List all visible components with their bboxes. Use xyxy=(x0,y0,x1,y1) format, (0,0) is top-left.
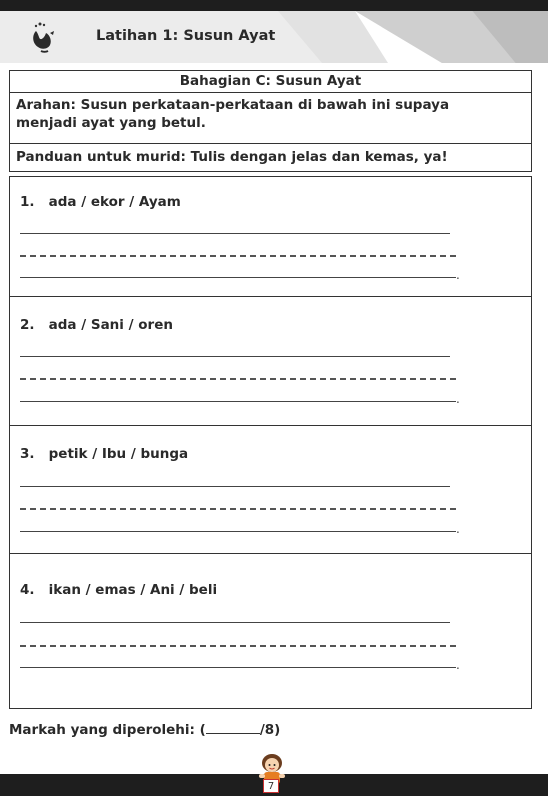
question-words: ada / ekor / Ayam xyxy=(48,194,181,210)
period-mark: . xyxy=(456,522,460,536)
section-title: Bahagian C: Susun Ayat xyxy=(10,71,531,93)
instruction-text xyxy=(10,93,531,144)
instruction-line: menjadi ayat yang betul. xyxy=(16,115,206,131)
question-number: 4. xyxy=(20,582,35,598)
page-header xyxy=(0,11,548,63)
guide-line xyxy=(20,378,456,380)
question-prompt xyxy=(20,317,173,333)
period-mark: . xyxy=(456,658,460,672)
question-words: ada / Sani / oren xyxy=(48,317,173,333)
questions-box xyxy=(9,176,532,709)
answer-line[interactable] xyxy=(20,667,456,668)
score-blank[interactable] xyxy=(206,722,260,734)
period-mark: . xyxy=(456,392,460,406)
guide-line xyxy=(20,508,456,510)
period-mark: . xyxy=(456,268,460,282)
score-line xyxy=(9,722,280,738)
answer-line[interactable] xyxy=(20,356,450,357)
student-guide: Panduan untuk murid: Tulis dengan jelas dan kemas, ya! xyxy=(16,149,448,165)
answer-line[interactable] xyxy=(20,401,456,402)
answer-line[interactable] xyxy=(20,622,450,623)
question-prompt xyxy=(20,446,188,462)
question-prompt xyxy=(20,194,181,210)
page-title: Latihan 1: Susun Ayat xyxy=(96,28,276,44)
question-number: 1. xyxy=(20,194,35,210)
answer-line[interactable] xyxy=(20,531,456,532)
question-section-3 xyxy=(10,426,531,554)
question-number: 2. xyxy=(20,317,35,333)
question-number: 3. xyxy=(20,446,35,462)
top-bar xyxy=(0,0,548,11)
page-number: 7 xyxy=(263,779,279,793)
question-words: ikan / emas / Ani / beli xyxy=(48,582,218,598)
instruction-line: Arahan: Susun perkataan-perkataan di bawah ini supaya xyxy=(16,97,450,113)
answer-line[interactable] xyxy=(20,486,450,487)
guide-line xyxy=(20,255,456,257)
question-section-4 xyxy=(10,554,531,710)
answer-line[interactable] xyxy=(20,277,456,278)
answer-line[interactable] xyxy=(20,233,450,234)
guide-line xyxy=(20,645,456,647)
question-prompt xyxy=(20,582,217,598)
instructions-box xyxy=(9,70,532,172)
question-section-1 xyxy=(10,177,531,297)
score-total: /8) xyxy=(259,722,281,738)
score-label: Markah yang diperolehi: ( xyxy=(9,722,206,738)
question-words: petik / Ibu / bunga xyxy=(48,446,189,462)
question-section-2 xyxy=(10,297,531,426)
logo-icon xyxy=(30,21,60,55)
